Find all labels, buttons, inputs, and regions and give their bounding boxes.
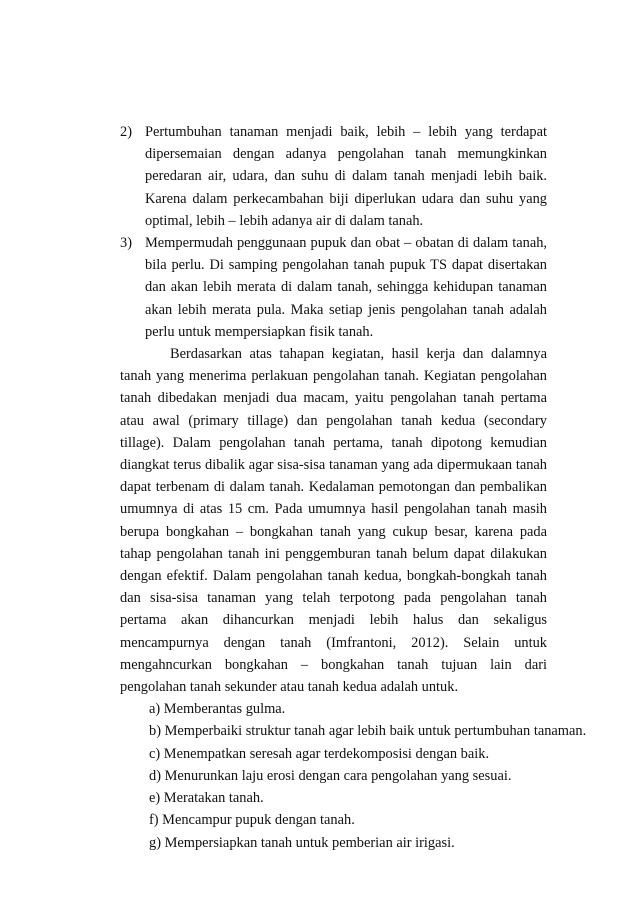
- item-text: Mempermudah penggunaan pupuk dan obat – obatan di dalam tanah, bila perlu. Di samping pengolahan tanah pupuk TS dapat disertakan dan akan lebih merata di dalam tanah, sehingga kehidupan tanaman akan lebih merata pula. Maka setiap jenis pengolahan tanah adalah perlu untuk mempersiapkan fisik tanah.: [145, 235, 547, 340]
- list-item: d) Menurunkan laju erosi dengan cara pengolahan yang sesuai.: [149, 767, 512, 784]
- list-item: c) Menempatkan seresah agar terdekomposisi dengan baik.: [149, 745, 490, 762]
- item-text: Pertumbuhan tanaman menjadi baik, lebih – lebih yang terdapat dipersemaian dengan adanya pengolahan tanah memungkinkan peredaran air, udara, dan suhu di dalam tanah menjadi lebih baik. Karena dalam perkecambahan biji diperlukan udara dan suhu yang optimal, lebih – lebih adanya air di dalam tanah.: [145, 124, 547, 229]
- item-number: 2): [120, 124, 132, 140]
- numbered-item-2: [120, 121, 547, 232]
- lettered-list: [120, 698, 587, 853]
- item-number: 3): [120, 235, 132, 252]
- list-item: a) Memberantas gulma.: [149, 701, 286, 718]
- list-item: f) Mencampur pupuk dengan tanah.: [149, 812, 355, 829]
- list-item: g) Mempersiapkan tanah untuk pemberian air irigasi.: [149, 834, 455, 851]
- list-item: b) Memperbaiki struktur tanah agar lebih baik untuk pertumbuhan tanaman.: [149, 723, 587, 740]
- body-paragraph: Berdasarkan atas tahapan kegiatan, hasil kerja dan dalamnya tanah yang menerima perlakuan pengolahan tanah. Kegiatan pengolahan tanah dibedakan menjadi dua macam, yaitu pengolahan tanah pertama atau awal (primary tillage) dan pengolahan tanah kedua (secondary tillage). Dalam pengolahan tanah pertama, tanah dipotong kemudian diangkat terus dibalik agar sisa-sisa tanaman yang ada dipermukaan tanah dapat terbenam di dalam tanah. Kedalaman pemotongan dan pembalikan umumnya di atas 15 cm. Pada umumnya hasil pengolahan tanah masih berupa bongkahan – bongkahan tanah yang cukup besar, karena pada tahap pengolahan tanah ini penggemburan tanah belum dapat dilakukan dengan efektif. Dalam pengolahan tanah kedua, bongkah-bongkah tanah dan sisa-sisa tanaman yang telah terpotong pada pengolahan tanah pertama akan dihancurkan menjadi lebih halus dan sekaligus mencampurnya dengan tanah (Imfrantoni, 2012). Selain untuk mengahncurkan bongkahan – bongkahan tanah tujuan lain dari pengolahan tanah sekunder atau tanah kedua adalah untuk.: [120, 346, 547, 696]
- page-body: [120, 121, 587, 854]
- numbered-item-3: [120, 232, 547, 343]
- list-item: e) Meratakan tanah.: [149, 790, 264, 807]
